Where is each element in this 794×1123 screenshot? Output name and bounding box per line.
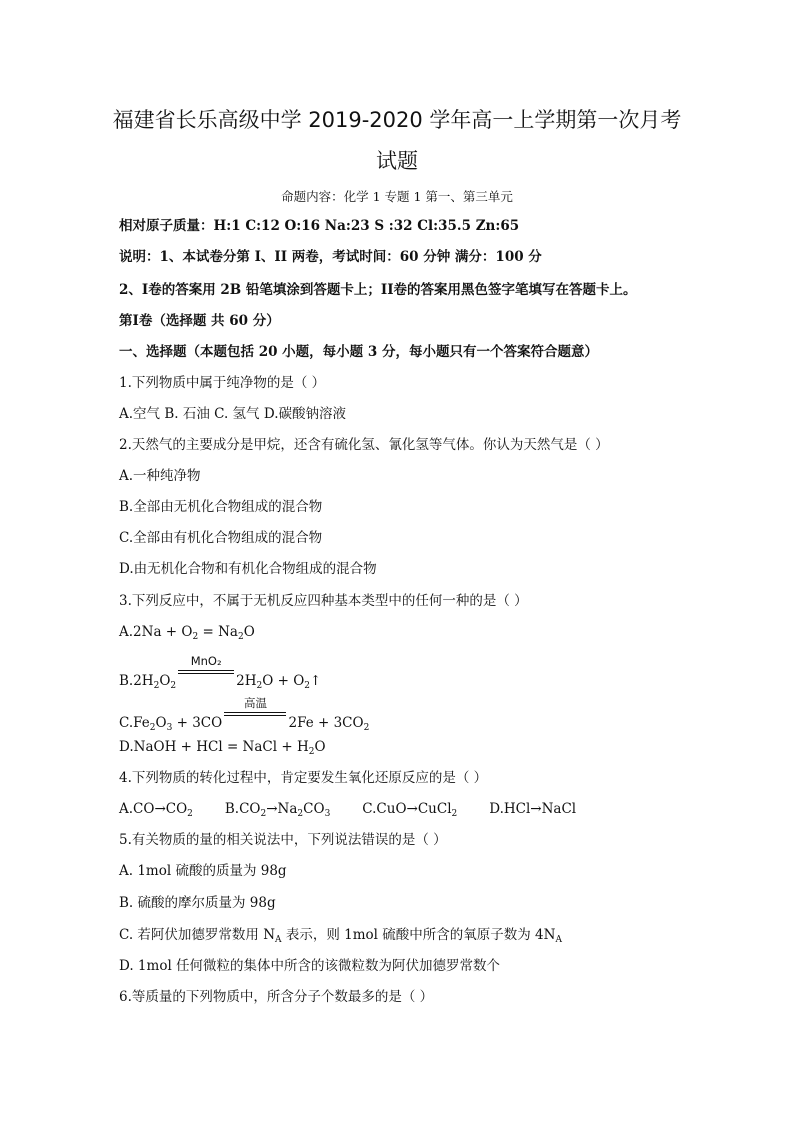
q3b-sub-4: 2 bbox=[304, 681, 310, 691]
page-title-line1: 福建省长乐高级中学 2019-2020 学年高一上学期第一次月考 bbox=[112, 108, 682, 132]
q4b-text-2: →Na bbox=[266, 801, 298, 817]
q4-option-b: B.CO bbox=[224, 801, 261, 817]
q3c-text-1: C.Fe bbox=[119, 715, 150, 731]
q3a-text-1: A.2Na + O bbox=[119, 624, 193, 640]
q4-option-d: D.HCl→NaCl bbox=[489, 801, 577, 817]
question-3-option-c bbox=[119, 696, 370, 733]
question-6-stem: 6.等质量的下列物质中，所含分子个数最多的是（ ） bbox=[119, 989, 434, 1005]
question-3-option-d bbox=[119, 738, 326, 756]
question-5-stem: 5.有关物质的量的相关说法中，下列说法错误的是（ ） bbox=[119, 832, 447, 848]
q5c-text-2: 表示，则 1mol 硫酸中所含的氧原子数为 4N bbox=[281, 927, 556, 943]
reaction-condition-label: MnO₂ bbox=[190, 654, 222, 668]
q3b-text-1: B.2H bbox=[119, 673, 154, 689]
q3b-sub-1: 2 bbox=[153, 681, 160, 691]
question-2-option-c: C.全部由有机化合物组成的混合物 bbox=[119, 530, 323, 546]
equal-bar-top bbox=[178, 670, 234, 671]
q3a-text-2: = Na bbox=[198, 624, 238, 640]
note-line-2: 2、Ⅰ卷的答案用 2B 铅笔填涂到答题卡上；II卷的答案用黑色签字笔填写在答题卡上。 bbox=[119, 282, 637, 298]
q3d-sub-1: 2 bbox=[308, 747, 315, 757]
atomic-mass-line: 相对原子质量：H:1 C:12 O:16 Na:23 S :32 Cl:35.5 Zn:65 bbox=[119, 218, 520, 234]
part-title: 一、选择题（本题包括 20 小题，每小题 3 分，每小题只有一个答案符合题意） bbox=[119, 344, 598, 360]
q3c-text-4: 2Fe + 3CO bbox=[288, 715, 364, 731]
question-2-option-b: B.全部由无机化合物组成的混合物 bbox=[119, 499, 323, 515]
question-2-option-a: A.一种纯净物 bbox=[119, 468, 201, 484]
q5c-sub-2: A bbox=[555, 935, 562, 945]
q3d-text-2: O bbox=[314, 739, 326, 755]
reaction-condition-arrow bbox=[178, 654, 234, 685]
question-3-stem: 3.下列反应中，不属于无机反应四种基本类型中的任何一种的是（ ） bbox=[119, 593, 528, 609]
question-3-option-a bbox=[119, 623, 255, 641]
q3c-text-2: O bbox=[155, 715, 167, 731]
reaction-condition-arrow bbox=[224, 696, 286, 727]
q3c-text-3: + 3CO bbox=[172, 715, 227, 731]
q3a-sub-1: 2 bbox=[192, 632, 199, 642]
question-5-option-d: D. 1mol 任何微粒的集体中所含的该微粒数为阿伏加德罗常数个 bbox=[119, 958, 501, 974]
q3a-text-3: O bbox=[243, 624, 255, 640]
question-1-stem: 1.下列物质中属于纯净物的是（ ） bbox=[119, 375, 326, 391]
content-scope: 命题内容：化学 1 专题 1 第一、第三单元 bbox=[281, 189, 513, 204]
q3b-sub-2: 2 bbox=[170, 681, 177, 691]
equal-bar-bottom bbox=[224, 715, 286, 716]
q5c-sub-1: A bbox=[275, 935, 282, 945]
question-4-stem: 4.下列物质的转化过程中，肯定要发生氧化还原反应的是（ ） bbox=[119, 770, 488, 786]
q3b-text-2: O bbox=[159, 673, 171, 689]
q4-option-a: A.CO→CO bbox=[119, 801, 188, 817]
q4b-text-3: CO bbox=[303, 801, 325, 817]
equal-bar-top bbox=[224, 712, 286, 713]
q3b-sub-3: 2 bbox=[256, 681, 263, 691]
equal-bar-bottom bbox=[178, 673, 234, 674]
q5c-text-1: C. 若阿伏加德罗常数用 N bbox=[119, 927, 276, 943]
question-1-options: A.空气 B. 石油 C. 氢气 D.碳酸钠溶液 bbox=[119, 406, 346, 422]
q3d-text-1: D.NaOH + HCl = NaCl + H bbox=[119, 739, 309, 755]
question-2-option-d: D.由无机化合物和有机化合物组成的混合物 bbox=[119, 561, 377, 577]
q3c-sub-2: 3 bbox=[166, 723, 173, 733]
q3b-text-5: ↑ bbox=[310, 673, 322, 689]
q4c-sub: 2 bbox=[451, 809, 458, 819]
volume-title: 第Ⅰ卷（选择题 共 60 分） bbox=[119, 313, 280, 329]
q3b-text-4: O + O bbox=[262, 673, 305, 689]
question-5-option-c bbox=[119, 926, 562, 944]
note-line-1: 说明：1、本试卷分第 I、II 两卷，考试时间：60 分钟 满分：100 分 bbox=[119, 249, 542, 265]
q4b-sub-2: 2 bbox=[297, 809, 304, 819]
q3c-sub-1: 2 bbox=[149, 723, 156, 733]
question-4-options bbox=[119, 800, 576, 818]
question-3-option-b bbox=[119, 654, 322, 691]
page-title-line2: 试题 bbox=[376, 149, 418, 173]
q3b-text-3: 2H bbox=[236, 673, 257, 689]
reaction-condition-label: 高温 bbox=[243, 696, 267, 710]
q3a-sub-2: 2 bbox=[237, 632, 244, 642]
q4b-sub-3: 3 bbox=[324, 809, 331, 819]
q4b-sub-1: 2 bbox=[260, 809, 267, 819]
q3c-sub-3: 2 bbox=[363, 723, 370, 733]
q4a-sub: 2 bbox=[187, 809, 193, 819]
q4-option-c: C.CuO→CuCl bbox=[362, 801, 452, 817]
question-5-option-a: A. 1mol 硫酸的质量为 98g bbox=[119, 863, 287, 879]
question-2-stem: 2.天然气的主要成分是甲烷，还含有硫化氢、氰化氢等气体。你认为天然气是（ ） bbox=[119, 437, 609, 453]
question-5-option-b: B. 硫酸的摩尔质量为 98g bbox=[119, 895, 276, 911]
